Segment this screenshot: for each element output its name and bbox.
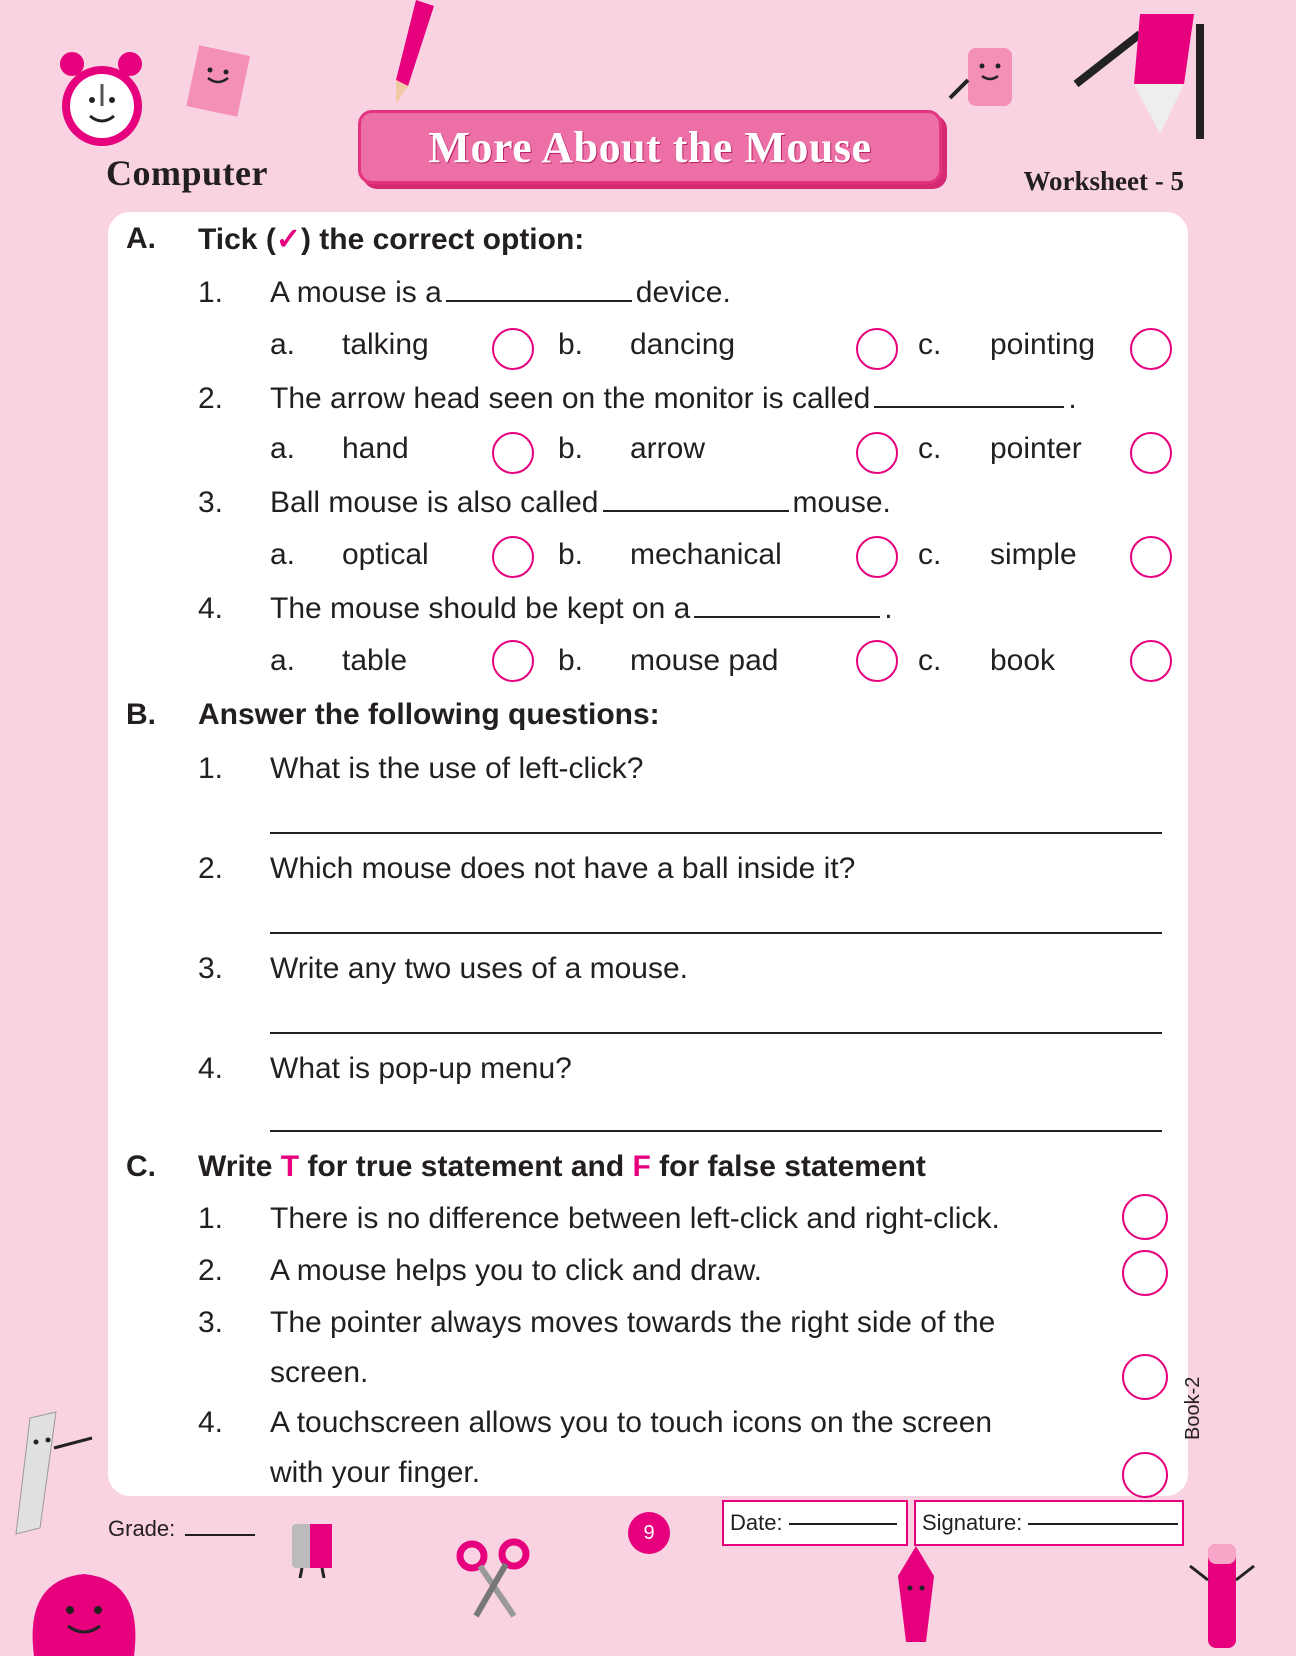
option-letter: a. (270, 538, 296, 571)
tick-icon: ✓ (275, 223, 301, 256)
question-text-pre: The arrow head seen on the monitor is called (270, 382, 871, 415)
question-text-pre: The mouse should be kept on a (270, 592, 691, 625)
tf-answer-circle[interactable] (1122, 1452, 1168, 1498)
tf-answer-circle[interactable] (1122, 1250, 1168, 1296)
option-circle[interactable] (492, 640, 534, 682)
question-text: What is the use of left-click? (270, 752, 644, 785)
notebook-icon (178, 42, 258, 122)
question-text-post: . (1068, 382, 1077, 415)
option-circle[interactable] (492, 432, 534, 474)
question-text-post: mouse. (792, 486, 891, 519)
sharpener-icon (282, 1518, 342, 1578)
section-a-heading-post: ) the correct option: (300, 223, 585, 256)
statement-number: 3. (198, 1306, 224, 1339)
page-number: 9 (628, 1512, 670, 1554)
option-text: simple (990, 538, 1077, 571)
statement-text: The pointer always moves towards the right side of the (270, 1306, 996, 1339)
question-text: Which mouse does not have a ball inside it? (270, 852, 856, 885)
fill-blank[interactable] (694, 614, 880, 618)
question-text-post: . (884, 592, 893, 625)
section-c-letter: C. (126, 1150, 156, 1183)
eraser-icon (944, 40, 1034, 120)
answer-line[interactable] (270, 1130, 1162, 1132)
question-number: 4. (198, 1052, 224, 1085)
fill-blank[interactable] (603, 508, 789, 512)
option-letter: b. (558, 644, 584, 677)
section-a-letter: A. (126, 222, 156, 255)
subject-label: Computer (106, 153, 268, 193)
option-text: pointer (990, 432, 1082, 465)
true-letter: T (280, 1150, 300, 1183)
pen-character-icon (1188, 1540, 1258, 1650)
date-field[interactable] (722, 1500, 908, 1546)
option-circle[interactable] (492, 536, 534, 578)
fill-blank[interactable] (874, 404, 1064, 408)
tf-answer-circle[interactable] (1122, 1354, 1168, 1400)
statement-text-continued: screen. (270, 1356, 369, 1389)
pencil-character-icon (1070, 4, 1220, 144)
option-text: optical (342, 538, 429, 571)
option-circle[interactable] (492, 328, 534, 370)
backpack-icon (14, 1530, 154, 1656)
fill-blank[interactable] (446, 298, 632, 302)
option-text: talking (342, 328, 429, 361)
option-circle[interactable] (856, 640, 898, 682)
statement-text-continued: with your finger. (270, 1456, 481, 1489)
question-text-post: device. (635, 276, 731, 309)
option-text: pointing (990, 328, 1096, 361)
option-circle[interactable] (1130, 432, 1172, 474)
alarm-clock-icon (52, 44, 152, 154)
section-b-letter: B. (126, 698, 156, 731)
option-circle[interactable] (856, 432, 898, 474)
option-text: book (990, 644, 1056, 677)
statement-text: A touchscreen allows you to touch icons on the screen (270, 1406, 993, 1439)
statement-number: 1. (198, 1202, 224, 1235)
statement-number: 4. (198, 1406, 224, 1439)
option-circle[interactable] (1130, 536, 1172, 578)
question-number: 1. (198, 276, 224, 309)
statement-text: A mouse helps you to click and draw. (270, 1254, 762, 1287)
option-letter: c. (918, 538, 942, 571)
question-number: 4. (198, 592, 224, 625)
date-label: Date: (730, 1510, 783, 1535)
option-text: mechanical (630, 538, 782, 571)
section-c-heading (198, 1150, 926, 1184)
answer-line[interactable] (270, 1032, 1162, 1034)
section-c-heading-2: for true statement and (299, 1150, 633, 1183)
worksheet-number: Worksheet - 5 (1023, 166, 1184, 196)
false-letter: F (632, 1150, 651, 1183)
question-text-pre: Ball mouse is also called (270, 486, 599, 519)
grade-label: Grade: (108, 1516, 176, 1541)
scissors-icon (454, 1536, 534, 1620)
option-letter: c. (918, 328, 942, 361)
crayon-character-icon (882, 1546, 952, 1646)
section-c-heading-1: Write (198, 1150, 281, 1183)
question-number: 3. (198, 486, 224, 519)
option-text: hand (342, 432, 409, 465)
question-text (270, 382, 1077, 416)
option-letter: a. (270, 644, 296, 677)
signature-field[interactable] (914, 1500, 1184, 1546)
section-a-heading (198, 222, 584, 257)
option-letter: c. (918, 644, 942, 677)
option-text: arrow (630, 432, 706, 465)
title-banner (358, 110, 942, 184)
tf-answer-circle[interactable] (1122, 1194, 1168, 1240)
option-letter: b. (558, 432, 584, 465)
pencil-icon (382, 0, 442, 110)
option-letter: a. (270, 432, 296, 465)
date-blank[interactable] (789, 1521, 897, 1525)
section-b-heading: Answer the following questions: (198, 698, 660, 731)
signature-label: Signature: (922, 1510, 1023, 1535)
section-a-heading-pre: Tick ( (198, 223, 276, 256)
book-label: Book-2 (1182, 1376, 1204, 1440)
ruler-character-icon (10, 1408, 100, 1538)
question-text (270, 486, 891, 520)
question-number: 1. (198, 752, 224, 785)
option-circle[interactable] (1130, 640, 1172, 682)
option-letter: c. (918, 432, 942, 465)
option-text: mouse pad (630, 644, 779, 677)
statement-text: There is no difference between left-click and right-click. (270, 1202, 1000, 1235)
question-text (270, 276, 731, 310)
signature-blank[interactable] (1028, 1521, 1178, 1525)
question-text (270, 592, 893, 626)
page-title: More About the Mouse (428, 122, 872, 172)
question-number: 2. (198, 852, 224, 885)
option-circle[interactable] (856, 328, 898, 370)
question-number: 3. (198, 952, 224, 985)
option-letter: b. (558, 328, 584, 361)
grade-blank[interactable] (185, 1532, 255, 1536)
option-circle[interactable] (1130, 328, 1172, 370)
option-text: dancing (630, 328, 736, 361)
answer-line[interactable] (270, 832, 1162, 834)
option-circle[interactable] (856, 536, 898, 578)
question-number: 2. (198, 382, 224, 415)
option-letter: b. (558, 538, 584, 571)
answer-line[interactable] (270, 932, 1162, 934)
option-text: table (342, 644, 408, 677)
section-c-heading-3: for false statement (650, 1150, 926, 1183)
question-text: What is pop-up menu? (270, 1052, 572, 1085)
option-letter: a. (270, 328, 296, 361)
question-text-pre: A mouse is a (270, 276, 442, 309)
question-text: Write any two uses of a mouse. (270, 952, 688, 985)
statement-number: 2. (198, 1254, 224, 1287)
